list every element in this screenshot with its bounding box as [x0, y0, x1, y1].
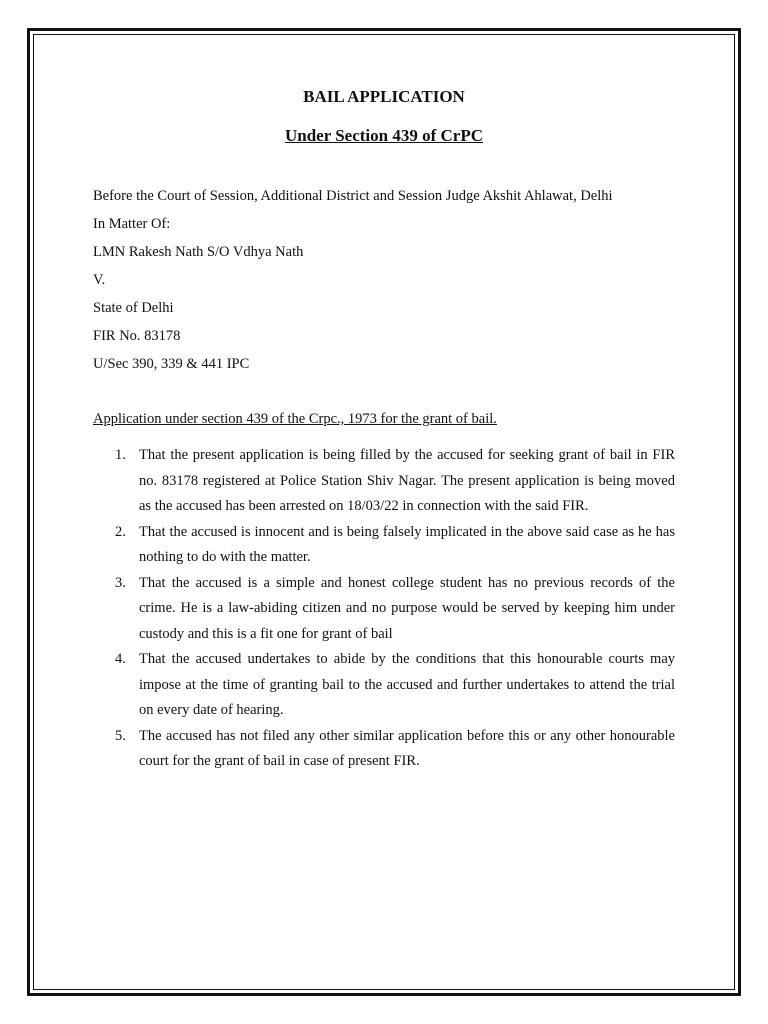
paragraph-number: 3. — [115, 574, 126, 591]
respondent-name: State of Delhi — [93, 300, 174, 316]
ipc-sections: U/Sec 390, 339 & 441 IPC — [93, 356, 250, 372]
paragraph-list — [93, 443, 675, 775]
paragraph-number: 1. — [115, 447, 126, 463]
list-item — [93, 520, 675, 571]
paragraph-number: 5. — [115, 727, 126, 744]
list-item — [93, 443, 675, 520]
document-title: BAIL APPLICATION — [303, 87, 465, 106]
paragraph-number: 2. — [115, 523, 126, 540]
document-subtitle: Under Section 439 of CrPC — [285, 126, 483, 145]
paragraph-number: 4. — [115, 651, 126, 667]
petitioner-name: LMN Rakesh Nath S/O Vdhya Nath — [93, 244, 304, 260]
versus-label: V. — [93, 272, 106, 288]
matter-label: In Matter Of: — [93, 216, 171, 232]
paragraph-text: The accused has not filed any other similar application before this or any other honourable court for the grant of bail in case of present FIR. — [139, 727, 675, 769]
list-item — [93, 647, 675, 724]
court-line: Before the Court of Session, Additional District and Session Judge Akshit Ahlawat, Delhi — [93, 188, 613, 204]
fir-number: FIR No. 83178 — [93, 328, 181, 344]
paragraph-text: That the accused undertakes to abide by the conditions that this honourable courts may impose at the time of granting bail to the accused and further undertakes to attend the trial on every date of hearing. — [139, 651, 675, 718]
paragraph-text: That the present application is being filled by the accused for seeking grant of bail in FIR no. 83178 registered at Police Station Shiv Nagar. The present application is being moved as the accused has been arrested on 18/03/22 in connection with the said FIR. — [139, 447, 675, 514]
list-item — [93, 724, 675, 775]
paragraph-text: That the accused is a simple and honest college student has no previous records of the crime. He is a law-abiding citizen and no purpose would be served by keeping him under custody and this is a fit one for grant of bail — [139, 574, 675, 642]
application-heading: Application under section 439 of the Crpc., 1973 for the grant of bail. — [93, 411, 497, 427]
list-item — [93, 571, 675, 648]
paragraph-text: That the accused is innocent and is being falsely implicated in the above said case as he has nothing to do with the matter. — [139, 523, 675, 565]
